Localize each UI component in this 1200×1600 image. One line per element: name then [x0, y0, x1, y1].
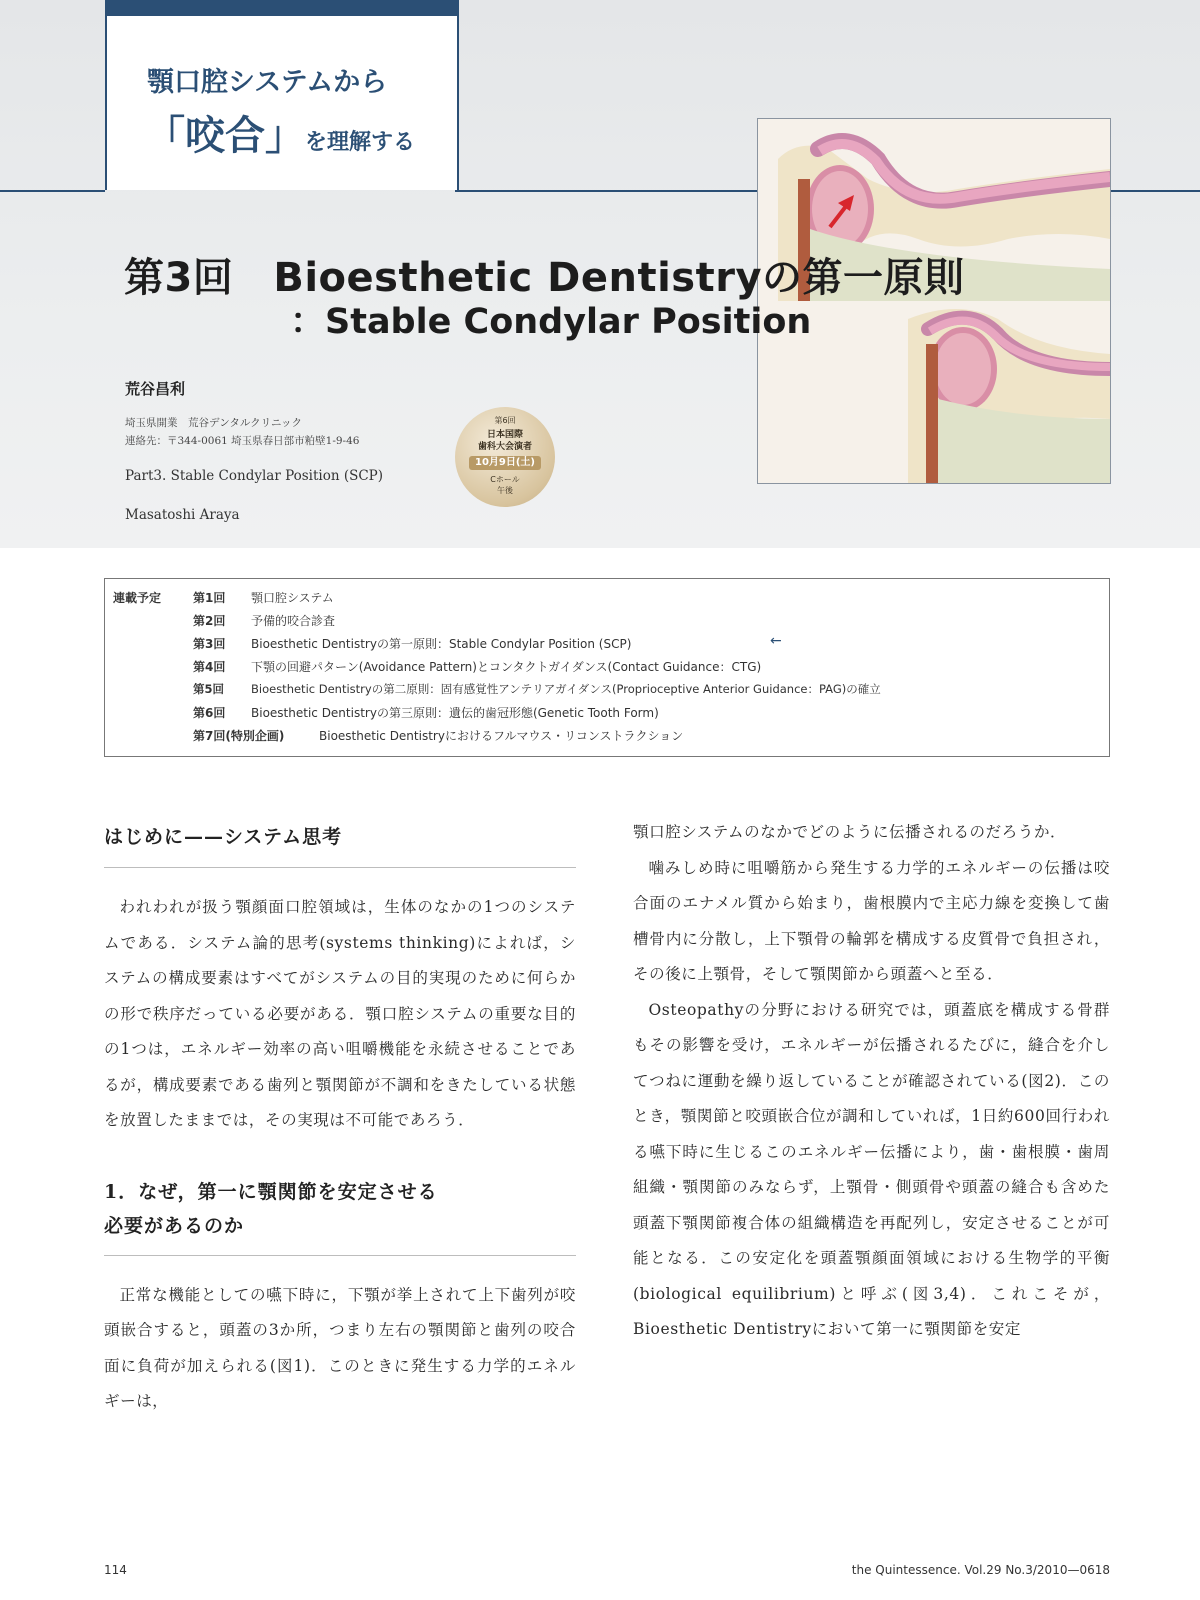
series-schedule — [104, 578, 1110, 757]
series-title-rest: を理解する — [305, 130, 416, 155]
schedule-item — [193, 681, 881, 697]
section-heading-line: 1．なぜ，第一に顎関節を安定させる — [104, 1180, 438, 1203]
schedule-item-title: Bioesthetic Dentistryの第一原則：Stable Condylar Position (SCP) — [251, 637, 632, 651]
series-title-box — [105, 0, 459, 190]
bone-column-bottom — [926, 344, 938, 483]
badge-text: Cホール — [490, 475, 520, 484]
schedule-item — [193, 612, 335, 629]
schedule-item-title: Bioesthetic Dentistryにおけるフルマウス・リコンストラクション — [319, 729, 684, 743]
heading-rule — [104, 1255, 576, 1256]
article-title-text: Bioesthetic Dentistryの第一原則 — [273, 255, 965, 301]
body-paragraph: Osteopathyの分野における研究では，頭蓋底を構成する骨群もその影響を受け，エネルギーが伝播されるたびに，縫合を介してつねに運動を繰り返していることが確認されている(図2)．このとき，顎関節と咬頭嵌合位が調和していれば，1日約600回行われる嚥下時に生じるこのエネルギー伝播により，歯・歯根膜・歯周組織・顎関節のみならず，上顎骨・側頭骨や頭蓋の縫合も含めた頭蓋下顎関節複合体の組織構造を再配列し，安定させることが可能となる．この安定化を頭蓋顎顔面領域における生物学的平衡(biological equilibrium)と呼ぶ(図3,4)．これこそが，Bioesthetic Dentistryにおいて第一に顎関節を安定 — [633, 1000, 1110, 1338]
right-column — [633, 815, 1110, 1348]
badge-text: 第6回 — [494, 416, 516, 425]
series-title-bar — [107, 0, 457, 16]
schedule-item-number: 第3回 — [193, 637, 226, 651]
badge-date: 10月9日(土) — [469, 456, 541, 470]
schedule-item-number: 第4回 — [193, 660, 226, 674]
part-title: Part3. Stable Condylar Position (SCP) — [125, 468, 384, 484]
section-heading: はじめに——システム思考 — [104, 826, 343, 848]
divider-line — [0, 190, 105, 192]
schedule-item — [193, 704, 659, 721]
schedule-item-number: 第6回 — [193, 706, 226, 720]
heading-rule — [104, 867, 576, 868]
schedule-item-current — [193, 635, 631, 652]
schedule-item-title: 下顎の回避パターン(Avoidance Pattern)とコンタクトガイダンス(Contact Guidance：CTG) — [251, 660, 762, 674]
schedule-item-title: 予備的咬合診査 — [251, 614, 336, 628]
badge-text: 歯科大会演者 — [477, 442, 532, 452]
left-column — [104, 822, 576, 1420]
body-paragraph: 噛みしめ時に咀嚼筋から発生する力学的エネルギーの伝播は咬合面のエナメル質から始まり，歯根膜内で主応力線を変換して歯槽骨内に分散し，上下顎骨の輪郭を構成する皮質骨で負担され，その後に上顎骨，そして顎関節から頭蓋へと至る． — [633, 858, 1110, 983]
author-name-en: Masatoshi Araya — [125, 507, 240, 523]
schedule-item-title: 顎口腔システム — [251, 591, 334, 605]
badge-text: 日本国際 — [486, 430, 523, 440]
body-paragraph: われわれが扱う顎顔面口腔領域は，生体のなかの1つのシステムである．システム論的思考(systems thinking)によれば，システムの構成要素はすべてがシステムの目的実現のために何らかの形で秩序だっている必要がある．顎口腔システムの重要な目的の1つは，エネルギー効率の高い咀嚼機能を永続させることであるが，構成要素である歯列と顎関節が不調和をきたしている状態を放置したままでは，その実現は不可能であろう． — [104, 898, 576, 1129]
body-paragraph: 正常な機能としての嚥下時に，下顎が挙上されて上下歯列が咬頭嵌合すると，頭蓋の3か所，つまり左右の顎関節と歯列の咬合面に負荷が加えられる(図1)．このときに発生する力学的エネルギーは， — [104, 1285, 576, 1410]
series-title-emphasis: 「咬合」 — [145, 113, 305, 159]
series-title-line1: 顎口腔システムから — [147, 67, 388, 98]
author-name-jp: 荒谷昌利 — [125, 380, 186, 398]
condyle-inner-bottom — [935, 333, 991, 405]
schedule-item — [193, 658, 761, 675]
section-heading-line: 必要があるのか — [104, 1214, 245, 1237]
schedule-item — [193, 589, 334, 606]
author-affiliation — [125, 414, 359, 450]
schedule-item-number: 第1回 — [193, 591, 226, 605]
body-paragraph: 顎口腔システムのなかでどのように伝播されるのだろうか． — [633, 823, 1067, 841]
schedule-item-title: Bioesthetic Dentistryの第二原則：固有感覚性アンテリアガイダンス(Proprioceptive Anterior Guidance：PAG)の確立 — [251, 682, 881, 696]
schedule-item-number: 第2回 — [193, 614, 226, 628]
journal-citation: the Quintessence. Vol.29 No.3/2010—0618 — [851, 1563, 1110, 1577]
article-subtitle: ：Stable Condylar Position — [290, 302, 812, 342]
schedule-item-number: 第7回(特別企画) — [193, 729, 285, 743]
affiliation-line: 連絡先：〒344-0061 埼玉県春日部市粕壁1-9-46 — [125, 435, 360, 447]
section-heading — [104, 1175, 576, 1243]
affiliation-line: 埼玉県開業 荒谷デンタルクリニック — [125, 417, 303, 429]
conference-badge — [455, 407, 555, 507]
badge-text: 午後 — [497, 486, 513, 495]
schedule-label: 連載予定 — [113, 591, 162, 605]
schedule-item — [193, 727, 683, 744]
series-title-line2 — [145, 104, 415, 161]
page-number: 114 — [104, 1563, 127, 1577]
schedule-item-title: Bioesthetic Dentistryの第三原則：遺伝的歯冠形態(Genetic Tooth Form) — [251, 706, 659, 720]
schedule-item-number: 第5回 — [193, 682, 225, 696]
current-arrow-icon: ← — [770, 633, 782, 649]
article-number: 第3回 — [124, 255, 234, 301]
